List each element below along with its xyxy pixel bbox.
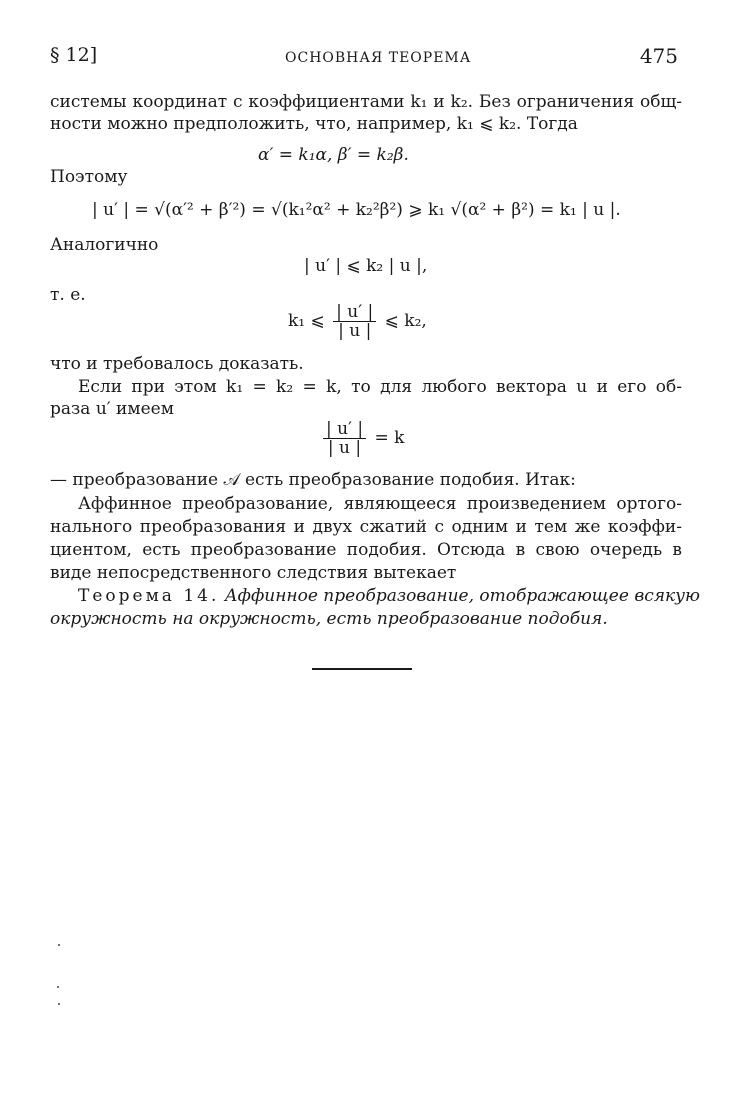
text-line-1: системы координат с коэффициентами k₁ и k₂. Без ограничения общ- — [50, 92, 682, 112]
fraction-numerator: | u′ | — [333, 303, 376, 322]
text-line-5: т. е. — [50, 285, 86, 305]
fraction-denominator: | u | — [338, 321, 372, 341]
ratio-fraction — [323, 420, 366, 457]
scan-speck — [57, 986, 59, 988]
text-line-8: раза u′ имеем — [50, 399, 174, 419]
section-marker: § 12] — [50, 44, 98, 66]
text-line-10: Аффинное преобразование, являющееся произведением ортого- — [78, 494, 682, 514]
page-number: 475 — [639, 44, 678, 68]
theorem-statement-start: Аффинное преобразование, отображающее всякую — [224, 586, 700, 606]
ratio-numerator: | u′ | — [323, 420, 366, 439]
formula-upper-bound: | u′ | ⩽ k₂ | u |, — [304, 256, 428, 276]
formula-ratio-k — [320, 420, 404, 457]
double-inequality-left: k₁ ⩽ — [288, 311, 325, 331]
text-line-7: Если при этом k₁ = k₂ = k, то для любого вектора u и его об- — [78, 377, 682, 397]
text-line-9: — преобразование 𝒜 есть преобразование подобия. Итак: — [50, 470, 576, 490]
norm-ratio-fraction — [333, 303, 376, 340]
formula-alpha-beta: α′ = k₁α, β′ = k₂β. — [258, 145, 409, 165]
text-line-11: нального преобразования и двух сжатий с одним и тем же коэффи- — [50, 517, 682, 537]
text-line-12: циентом, есть преобразование подобия. Отсюда в свою очередь в — [50, 540, 682, 560]
scan-speck — [58, 944, 60, 946]
formula-norm-estimate: | u′ | = √(α′² + β′²) = √(k₁²α² + k₂²β²) ⩾ k₁ √(α² + β²) = k₁ | u |. — [92, 200, 621, 220]
text-line-2: ности можно предположить, что, например, k₁ ⩽ k₂. Тогда — [50, 114, 578, 134]
text-line-13: виде непосредственного следствия вытекает — [50, 563, 457, 583]
text-line-4: Аналогично — [50, 235, 159, 255]
running-title: ОСНОВНАЯ ТЕОРЕМА — [285, 50, 472, 66]
theorem-line-1 — [78, 586, 700, 606]
scan-speck — [58, 1003, 60, 1005]
double-inequality-right: ⩽ k₂, — [384, 311, 427, 331]
text-line-3: Поэтому — [50, 167, 128, 187]
ratio-denominator: | u | — [327, 438, 362, 458]
theorem-label: Теорема 14. — [78, 586, 220, 606]
theorem-line-2: окружность на окружность, есть преобразование подобия. — [50, 609, 608, 629]
section-end-rule — [312, 668, 412, 670]
ratio-equals-k: = k — [374, 428, 405, 448]
text-line-6: что и требовалось доказать. — [50, 354, 304, 374]
formula-double-inequality — [288, 303, 427, 340]
